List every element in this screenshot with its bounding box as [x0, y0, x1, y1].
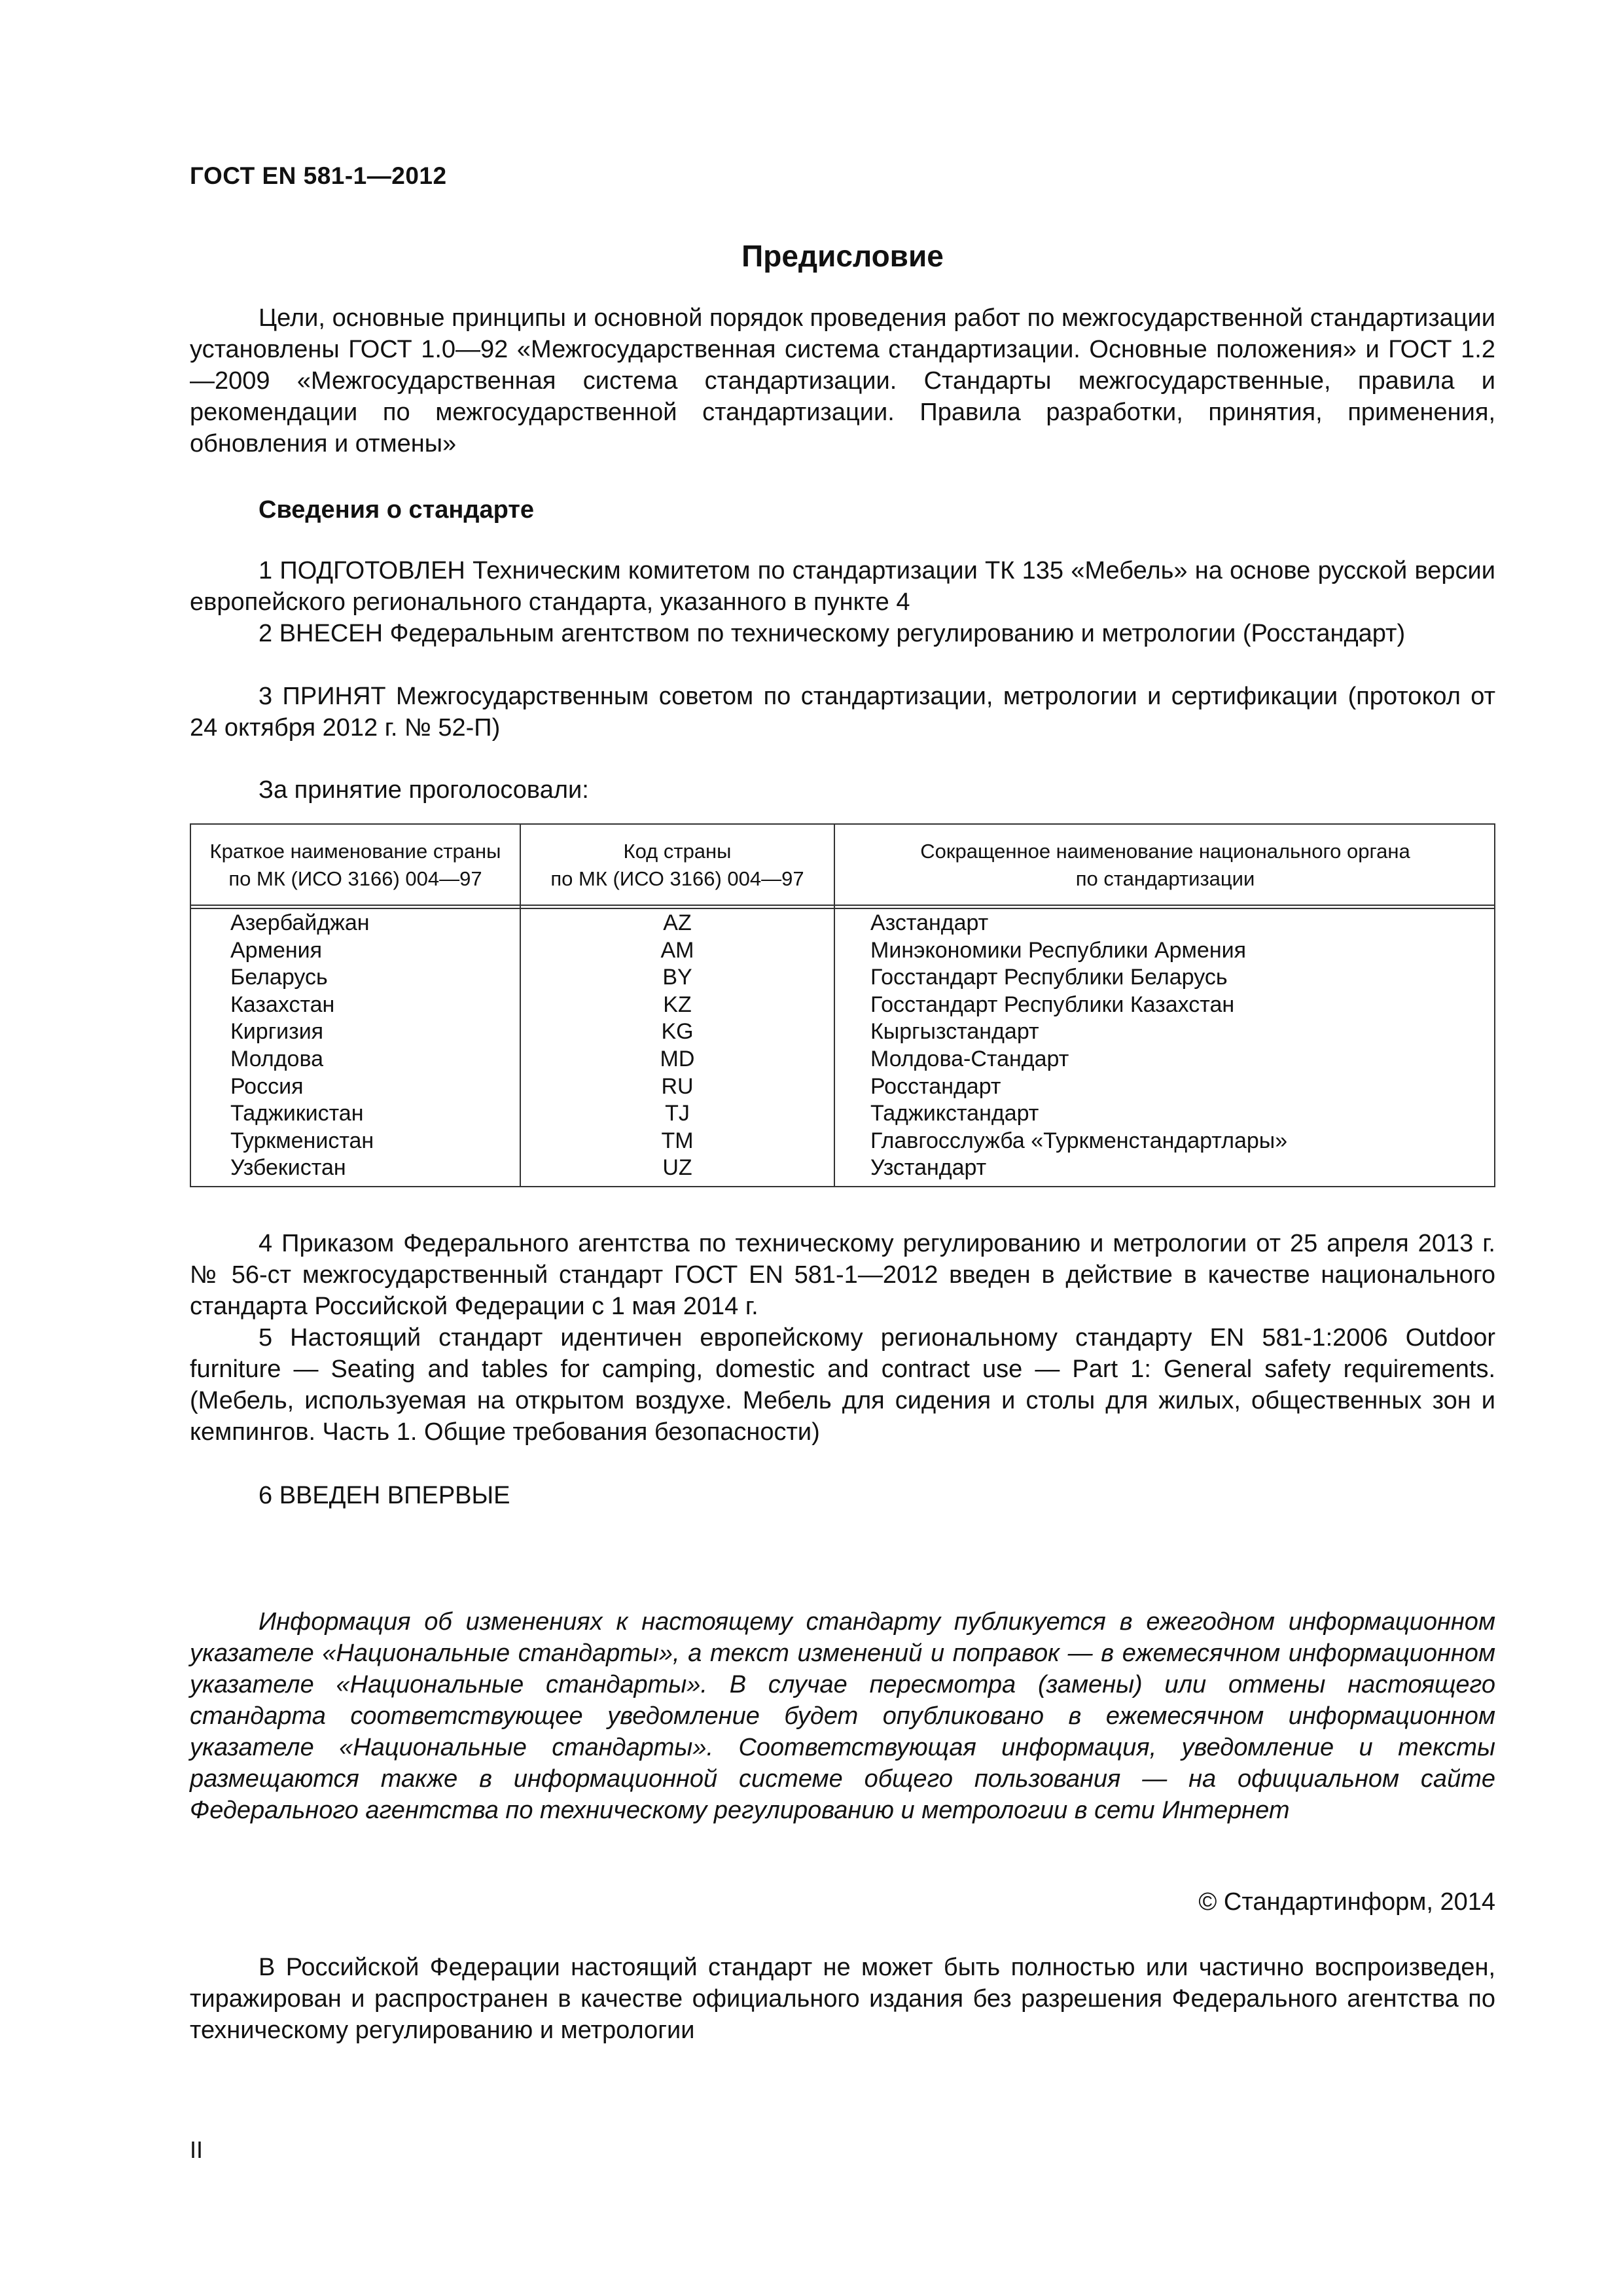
table-cell-body: Азстандарт: [870, 910, 989, 935]
table-cell-code: UZ: [662, 1155, 692, 1181]
header-line: Краткое наименование страны: [209, 840, 501, 863]
info-heading: Сведения о стандарте: [259, 496, 535, 524]
table-cell-body: Узстандарт: [870, 1155, 987, 1181]
item-3: 3 ПРИНЯТ Межгосударственным советом по стандартизации, метрологии и сертификации (протокол от 24 октября 2012 г. № 52-П): [190, 683, 1495, 742]
header-national-body: [835, 838, 1495, 893]
header-country-name: [191, 838, 520, 893]
table-cell-body: Молдова-Стандарт: [870, 1046, 1069, 1071]
table-cell-code: AM: [660, 937, 694, 963]
header-line: Код страны: [623, 840, 732, 863]
table-cell-country: Беларусь: [230, 965, 328, 990]
table-cell-code: TM: [661, 1128, 694, 1153]
header-line: по стандартизации: [1075, 867, 1255, 890]
table-cell-country: Узбекистан: [230, 1155, 346, 1181]
table-cell-body: Госстандарт Республики Беларусь: [870, 965, 1228, 990]
header-country-code: [521, 838, 834, 893]
header-line: Сокращенное наименование национального органа: [920, 840, 1410, 863]
table-cell-body: Минэкономики Республики Армения: [870, 937, 1246, 963]
item-6: 6 ВВЕДЕН ВПЕРВЫЕ: [259, 1482, 510, 1509]
table-cell-code: MD: [660, 1046, 695, 1071]
item-5: 5 Настоящий стандарт идентичен европейскому региональному стандарту EN 581-1:2006 Outdoor furniture — Seating and tables for camping, domestic and contract use — Part 1: General safety requirements. (Мебель, используемая на открытом воздухе. Мебель для сидения и столы для жилых, общественных зон и кемпингов. Часть 1. Общие требования безопасности): [190, 1324, 1495, 1446]
header-line: по МК (ИСО 3166) 004—97: [550, 867, 804, 890]
table-cell-country: Казахстан: [230, 992, 335, 1017]
table-cell-body: Таджикстандарт: [870, 1101, 1039, 1126]
table-cell-code: BY: [662, 965, 692, 990]
national-body-column: [870, 910, 1486, 1182]
table-cell-country: Молдова: [230, 1046, 324, 1071]
copyright-notice: © Стандартинформ, 2014: [1198, 1888, 1495, 1916]
page-number: II: [190, 2136, 204, 2163]
table-cell-body: Госстандарт Республики Казахстан: [870, 992, 1235, 1017]
voted-label: За принятие проголосовали:: [259, 776, 589, 804]
changes-info-paragraph: Информация об изменениях к настоящему стандарту публикуется в ежегодном информационном указателе «Национальные стандарты», а текст изменений и поправок — в ежемесячном информационном указателе «Национальные стандарты». В случае пересмотра (замены) или отмены настоящего стандарта соответствующее уведомление будет опубликовано в ежемесячном информационном указателе «Национальные стандарты». Соответствующая информация, уведомление и тексты размещаются также в информационной системе общего пользования — на официальном сайте Федерального агентства по техническому регулированию и метрологии в сети Интернет: [190, 1608, 1495, 1824]
intro-paragraph: Цели, основные принципы и основной порядок проведения работ по межгосударственной стандартизации установлены ГОСТ 1.0—92 «Межгосударственная система стандартизации. Основные положения» и ГОСТ 1.2—2009 «Межгосударственная система стандартизации. Стандарты межгосударственные, правила и рекомендации по межгосударственной стандартизации. Правила разработки, принятия, применения, обновления и отмены»: [190, 304, 1495, 457]
item-4: 4 Приказом Федерального агентства по техническому регулированию и метрологии от 25 апреля 2013 г. № 56-ст межгосударственный стандарт ГОСТ EN 581-1—2012 введен в действие в качестве национального стандарта Российской Федерации с 1 мая 2014 г.: [190, 1230, 1495, 1320]
table-cell-code: RU: [661, 1073, 694, 1099]
table-cell-code: KG: [661, 1019, 694, 1045]
table-cell-code: AZ: [663, 910, 692, 935]
table-cell-country: Азербайджан: [230, 910, 370, 935]
standard-code-header: ГОСТ EN 581-1—2012: [190, 162, 447, 189]
table-cell-body: Росстандарт: [870, 1073, 1001, 1099]
document-page: [190, 0, 1495, 2296]
table-cell-country: Армения: [230, 937, 323, 963]
voting-table: [190, 823, 1495, 1187]
item-2: 2 ВНЕСЕН Федеральным агентством по техническому регулированию и метрологии (Росстандарт): [259, 620, 1406, 647]
table-cell-code: TJ: [665, 1101, 690, 1126]
table-cell-country: Россия: [230, 1073, 304, 1099]
table-cell-country: Таджикистан: [230, 1101, 364, 1126]
table-cell-body: Главгосслужба «Туркменстандартлары»: [870, 1128, 1288, 1153]
page-title: Предисловие: [741, 239, 944, 273]
table-cell-code: KZ: [663, 992, 692, 1017]
header-line: по МК (ИСО 3166) 004—97: [228, 867, 482, 890]
table-cell-body: Кыргызстандарт: [870, 1019, 1039, 1045]
item-1: 1 ПОДГОТОВЛЕН Техническим комитетом по стандартизации ТК 135 «Мебель» на основе русской версии европейского регионального стандарта, указанного в пункте 4: [190, 557, 1495, 616]
table-cell-country: Туркменистан: [230, 1128, 374, 1153]
table-header-rule: [191, 905, 1494, 909]
reproduction-notice: В Российской Федерации настоящий стандарт не может быть полностью или частично воспроизведен, тиражирован и распространен в качестве официального издания без разрешения Федерального агентства по техническому регулированию и метрологии: [190, 1954, 1495, 2044]
code-column: [521, 910, 834, 1182]
country-column: [230, 910, 512, 1182]
table-cell-country: Киргизия: [230, 1019, 324, 1045]
